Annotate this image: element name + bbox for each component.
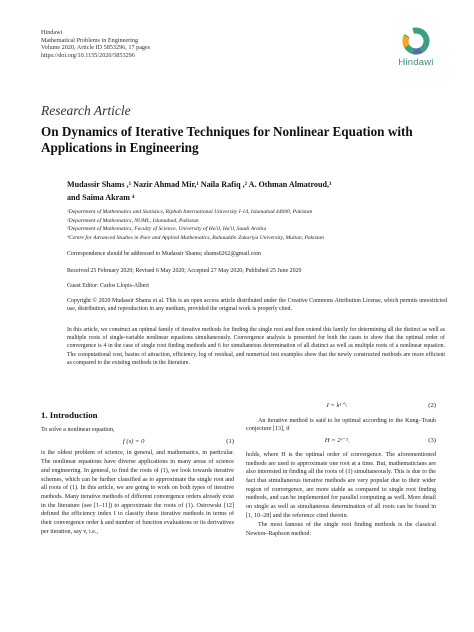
abstract: In this article, we construct an optimal family of iterative methods for finding the single root and then extend this family for determining all the distinct as well as multiple roots of single-variable nonlinear equations simultaneously. Convergence analysis is presented for both the cases to show that the optimal order of convergence is 4 in the case of single root finding methods and 6 for simultaneous determination of all distinct as well as multiple roots of a nonlinear equation. The computational cost, basins of attraction, efficiency, log of residual, and numerical test examples show that the newly constructed methods are more efficient as compared to the existing methods in the literature.: [67, 327, 445, 366]
publisher-name: Hindawi: [41, 29, 63, 36]
paragraph-kung-traub: An iterative method is said to be optimal according to the Kung–Traub conjecture [13], if: [246, 417, 436, 433]
equation-2-number: (2): [428, 402, 436, 409]
affiliation-3: ³Department of Mathematics, Faculty of Science, University of Ha'il, Ha'il, Saudi Arabia: [67, 226, 267, 233]
author-list: [67, 179, 447, 204]
correspondence: Correspondence should be addressed to Mudassir Shams; shams6262@gmail.com: [67, 251, 261, 257]
affiliation-4: ⁴Centre for Advanced Studies in Pure and Applied Mathematics, Bahauddin Zakariya University, Multan, Pakistan: [67, 234, 325, 241]
paragraph-simultaneous: holds, where H is the optimal order of convergence. The aforementioned methods are used to approximate one root at a time. But, mathematicians are also interested in finding all the roots of (1) simultaneously. This is due to the fact that simultaneous iterative methods are very popular due to their wider region of convergence, are more stable as compared to single root finding methods, and can be implemented for parallel computing as well. More detail on single as well as simultaneous determination of all roots can be found in [1, 10–28] and the reference cited therein.: [246, 451, 436, 519]
affiliation-2: ²Department of Mathematics, NUML, Islamabad, Pakistan: [67, 217, 199, 224]
intro-text: To solve a nonlinear equation,: [41, 427, 115, 433]
paper-title: On Dynamics of Iterative Techniques for Nonlinear Equation with Applications in Engineering: [41, 124, 413, 155]
journal-name: Mathematical Problems in Engineering: [41, 36, 139, 44]
section-heading: 1. Introduction: [41, 410, 98, 420]
affiliations: [67, 208, 447, 242]
equation-3-number: (3): [428, 437, 436, 445]
paragraph-newton: The most famous of the single root finding methods is the classical Newton–Raphson method:: [246, 522, 436, 538]
journal-header: [41, 29, 150, 59]
right-column: [246, 402, 436, 539]
equation-1-formula: f (s) = 0: [122, 437, 145, 445]
logo-icon: [399, 26, 433, 56]
article-type: Research Article: [41, 103, 131, 118]
logo-text: Hindawi: [398, 57, 434, 68]
equation-1: [41, 438, 234, 447]
copyright-notice: Copyright © 2020 Mudassir Shams et al. This is an open access article distributed under the Creative Commons Attribution License, which permits unrestricted use, distribution, and reproduction in any medium, provided the original work is properly cited.: [67, 298, 447, 312]
equation-2: [246, 402, 436, 411]
hindawi-logo: [392, 26, 440, 68]
authors-line-2: and Saima Akram ⁴: [67, 192, 135, 202]
affiliation-1: ¹Department of Mathematics and Statistics, Riphah International University I-14, Islamabad 44000, Pakistan: [67, 209, 313, 215]
volume-info: Volume 2020, Article ID 5853296, 17 pages: [41, 44, 151, 52]
equation-3: [246, 437, 436, 446]
equation-3-formula: H = 2ᵛ⁻¹.: [324, 437, 350, 445]
equation-2-formula: I = k¹ᐟᵛ.: [326, 402, 348, 409]
guest-editor: Guest Editor: Carlos Llopis-Albert: [67, 283, 149, 289]
equation-1-number: (1): [226, 437, 234, 445]
left-column: [41, 426, 234, 536]
doi-link[interactable]: https://doi.org/10.1155/2020/5853296: [41, 51, 135, 59]
intro-paragraph: is the oldest problem of science, in general, and mathematics, in particular. The nonlinear equations have diverse applications in many areas of science and engineering. In general, to find the roots of (1), we look towards iterative schemes, which can be further classified as to approximate the single root and all roots of (1). In this article, we are going to work on both types of iterative methods. Many iterative methods of different convergence orders already exist in the literature (see [1–11]) to approximate the roots of (1). Ostrowski [12] defined the efficiency index I to classify these iterative methods in terms of their convergence order k and number of function evaluations or its derivatives per iteration, say v, i.e.,: [41, 450, 234, 535]
authors-line-1: Mudassir Shams ,¹ Nazir Ahmad Mir,¹ Naila Rafiq ,² A. Othman Almatroud,³: [67, 180, 332, 189]
publication-dates: Received 25 February 2020; Revised 6 May 2020; Accepted 27 May 2020; Published 25 June 2020: [67, 268, 302, 274]
